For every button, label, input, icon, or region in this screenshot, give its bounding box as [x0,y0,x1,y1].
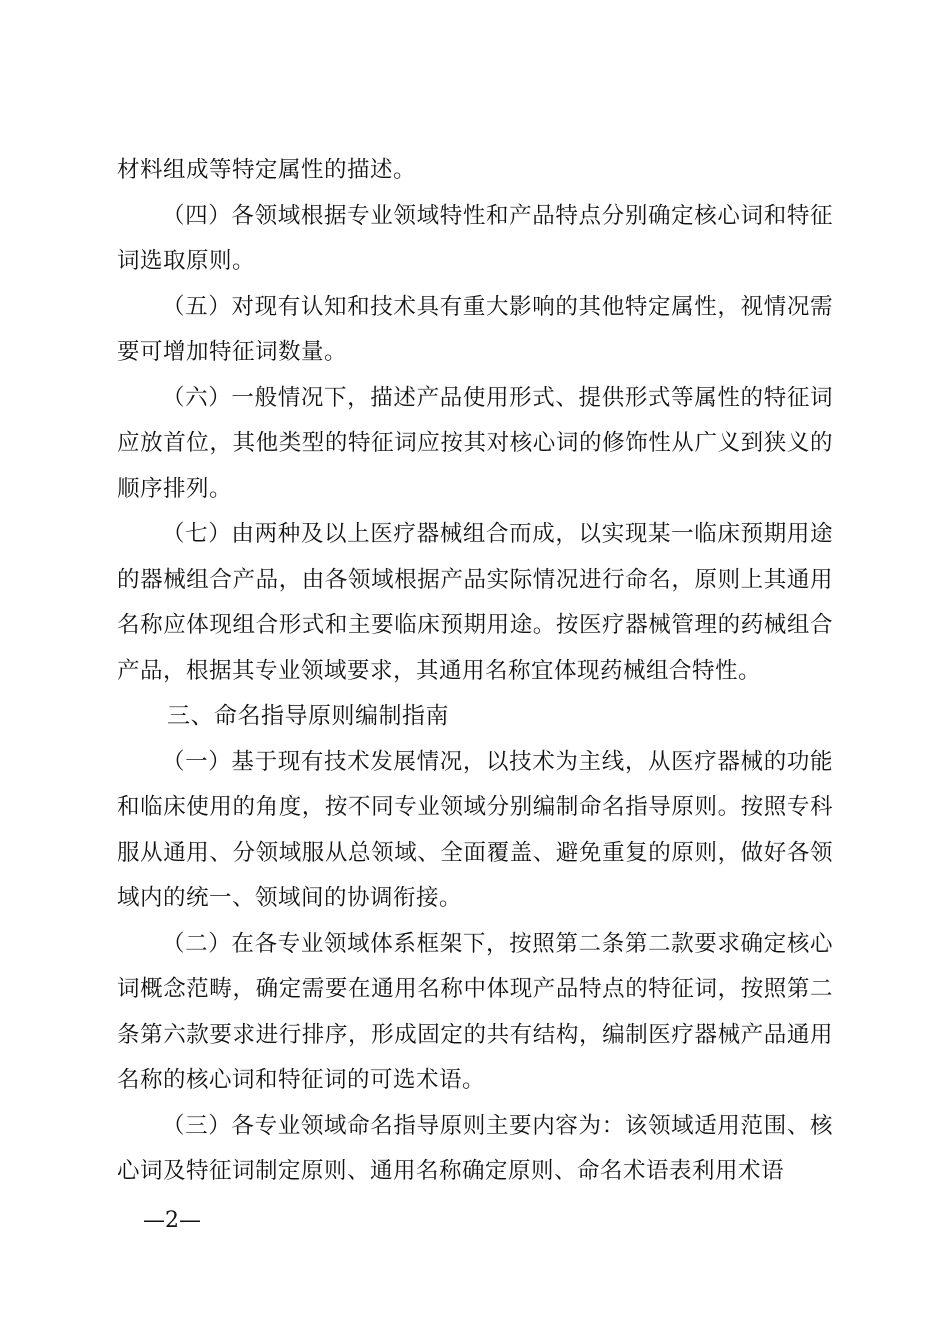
paragraph-item-4: （四）各领域根据专业领域特性和产品特点分别确定核心词和特征词选取原则。 [117,202,833,274]
section-paragraph-2: （二）在各专业领域体系框架下，按照第二条第二款要求确定核心词概念范畴，确定需要在通用名称中体现产品特点的特征词，按照第二条第六款要求进行排序，形成固定的共有结构，编制医疗器械产品通用名称的核心词和特征词的可选术语。 [117,930,833,1093]
section-paragraph-1: （一）基于现有技术发展情况，以技术为主线，从医疗器械的功能和临床使用的角度，按不同专业领域分别编制命名指导原则。按照专科服从通用、分领域服从总领域、全面覆盖、避免重复的原则，做好各领域内的统一、领域间的协调衔接。 [117,748,833,911]
paragraph-item-7: （七）由两种及以上医疗器械组合而成，以实现某一临床预期用途的器械组合产品，由各领域根据产品实际情况进行命名，原则上其通用名称应体现组合形式和主要临床预期用途。按医疗器械管理的药械组合产品，根据其专业领域要求，其通用名称宜体现药械组合特性。 [117,521,833,684]
section-paragraph-3: （三）各专业领域命名指导原则主要内容为：该领域适用范围、核心词及特征词制定原则、通用名称确定原则、命名术语表利用术语 [117,1112,833,1184]
paragraph-item-6: （六）一般情况下，描述产品使用形式、提供形式等属性的特征词应放首位，其他类型的特征词应按其对核心词的修饰性从广义到狭义的顺序排列。 [117,384,833,502]
document-body [117,148,833,1195]
paragraph-continuation: 材料组成等特定属性的描述。 [117,157,417,183]
paragraph-item-5: （五）对现有认知和技术具有重大影响的其他特定属性，视情况需要可增加特征词数量。 [117,293,833,365]
page-number: —2— [143,1208,201,1233]
section-heading: 三、命名指导原则编制指南 [167,703,449,729]
